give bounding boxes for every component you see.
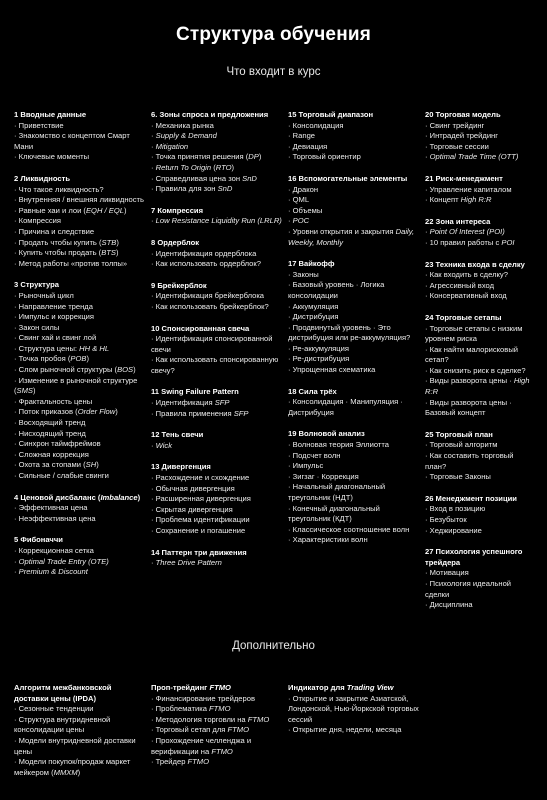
section-title: 20 Торговая модель <box>425 110 501 119</box>
page-title: Структура обучения <box>175 24 372 45</box>
topic-item: · Сохранение и погашение <box>151 526 282 537</box>
topic-item: · Premium & Discount <box>14 567 145 578</box>
topic-item: · Как снизить риск в сделке? <box>425 366 533 377</box>
topic-item: · Свинг трейдинг <box>425 121 533 132</box>
course-section <box>151 548 282 569</box>
topic-item: · Эффективная цена <box>14 503 145 514</box>
course-section <box>14 280 145 481</box>
topic-item: · Начальный диагональный треугольник (НДТ) <box>288 482 419 503</box>
topic-item: · Структура цены: HH & HL <box>14 344 145 355</box>
course-section <box>151 206 282 227</box>
topic-item: · Three Drive Pattern <box>151 558 282 569</box>
topic-item: · Сложная коррекция <box>14 450 145 461</box>
course-section <box>151 430 282 451</box>
topic-item: · Методология торговли на FTMO <box>151 715 282 726</box>
topic-item: · Продвинутый уровень · Это дистрибуция или ре-аккумуляция? <box>288 323 419 344</box>
topic-item: · Торговый ориентир <box>288 152 419 163</box>
topic-item: · Виды разворота цены · Базовый концепт <box>425 398 533 419</box>
topic-item: · Механика рынка <box>151 121 282 132</box>
topic-item: · Интрадей трейдинг <box>425 131 533 142</box>
topic-item: · Идентификация ордерблока <box>151 249 282 260</box>
course-section <box>425 217 533 249</box>
topic-item: · Mitigation <box>151 142 282 153</box>
topic-item: · Проблема идентификации <box>151 515 282 526</box>
topic-item: · Виды разворота цены · High R:R <box>425 376 533 397</box>
topic-item: · Модели покупок/продаж маркет мейкером (MMXM) <box>14 757 145 778</box>
topic-item: · Точка принятия решения (DP) <box>151 152 282 163</box>
course-section <box>288 429 419 546</box>
topic-item: · Как использовать спонсированную свечу? <box>151 355 282 376</box>
section-title: Индикатор для Trading View <box>288 683 394 692</box>
section-title: 4 Ценовой дисбаланс (Imbalance) <box>14 492 141 502</box>
topic-item: · Wick <box>151 441 282 452</box>
topic-item: · Консолидация · Манипуляция · Дистрибуция <box>288 397 419 418</box>
topic-item: · Мотивация <box>425 568 533 579</box>
topic-item: · Причина и следствие <box>14 227 145 238</box>
topic-item: · Открытие и закрытие Азиатской, Лондонской, Нью-Йоркской торговых сессий <box>288 694 419 726</box>
topic-item: · Метод работы «против толпы» <box>14 259 145 270</box>
topic-item: · Правила для зон SnD <box>151 184 282 195</box>
topic-item: · Справедливая цена зон SnD <box>151 174 282 185</box>
section-title: 22 Зона интереса <box>425 216 491 226</box>
course-section <box>151 462 282 536</box>
topic-item: · Волновая теория Эллиотта <box>288 440 419 451</box>
course-section <box>288 387 419 419</box>
topic-item: · Направление тренда <box>14 302 145 313</box>
extra-title: Дополнительно <box>232 640 315 652</box>
topic-item: · Прохождение челленджа и верификации на FTMO <box>151 736 282 757</box>
course-section <box>425 174 533 206</box>
topic-item: · Знакомство с концептом Смарт Мани <box>14 131 145 152</box>
topic-item: · Торговые Законы <box>425 472 533 483</box>
topic-item: · Характеристики волн <box>288 535 419 546</box>
section-title: Проп-трейдинг FTMO <box>151 683 231 692</box>
extra-grid <box>14 683 539 789</box>
topic-item: · Базовый уровень · Логика консолидации <box>288 280 419 301</box>
topic-item: · Управление капиталом <box>425 185 533 196</box>
topic-item: · Точка пробоя (POB) <box>14 354 145 365</box>
course-section <box>288 174 419 248</box>
topic-item: · Как входить в сделку? <box>425 270 533 281</box>
section-title: 14 Паттерн три движения <box>151 547 247 557</box>
topic-item: · Расширенная дивергенция <box>151 494 282 505</box>
section-title: 18 Сила трёх <box>288 386 337 396</box>
section-title: 9 Брейкерблок <box>151 280 207 290</box>
section-title: 2 Ликвидность <box>14 173 71 183</box>
course-section <box>151 281 282 313</box>
section-title: 21 Риск-менеджмент <box>425 173 503 183</box>
section-title: 10 Спонсированная свеча <box>151 323 250 333</box>
topic-item: · Торговый алгоритм <box>425 440 533 451</box>
topic-item: · Классическое соотношение волн <box>288 525 419 536</box>
course-section <box>151 683 282 768</box>
topic-item: · Безубыток <box>425 515 533 526</box>
section-title: 24 Торговые сетапы <box>425 312 502 322</box>
topic-item: · Фрактальность цены <box>14 397 145 408</box>
topic-item: · Консервативный вход <box>425 291 533 302</box>
topic-item: · Открытие дня, недели, месяца <box>288 725 419 736</box>
topic-item: · Supply & Demand <box>151 131 282 142</box>
section-title: Алгоритм межбанковской доставки цены (IPDA) <box>14 683 112 703</box>
topic-item: · Дракон <box>288 185 419 196</box>
topic-item: · Обычная дивергенция <box>151 484 282 495</box>
course-column <box>14 110 151 622</box>
topic-item: · Трейдер FTMO <box>151 757 282 768</box>
topic-item: · Проблематика FTMO <box>151 704 282 715</box>
topic-item: · Optimal Trade Time (OTT) <box>425 152 533 163</box>
topic-item: · Ключевые моменты <box>14 152 145 163</box>
section-title: 11 Swing Failure Pattern <box>151 387 239 397</box>
topic-item: · Расхождение и схождение <box>151 473 282 484</box>
topic-item: · Поток приказов (Order Flow) <box>14 407 145 418</box>
course-column <box>151 110 288 622</box>
topic-item: · Правила применения SFP <box>151 409 282 420</box>
topic-item: · Ре-дистрибуция <box>288 354 419 365</box>
section-title: 23 Техника входа в сделку <box>425 259 525 269</box>
topic-item: · Законы <box>288 270 419 281</box>
topic-item: · Охота за стопами (SH) <box>14 460 145 471</box>
course-section <box>288 259 419 376</box>
course-section <box>151 238 282 270</box>
topic-item: · Сезонные тенденции <box>14 704 145 715</box>
topic-item: · Упрощенная схематика <box>288 365 419 376</box>
topic-item: · Идентификация брейкерблока <box>151 291 282 302</box>
topic-item: · Торговый сетап для FTMO <box>151 725 282 736</box>
topic-item: · Объемы <box>288 206 419 217</box>
section-title: 16 Вспомогательные элементы <box>288 173 408 183</box>
course-column <box>151 683 288 789</box>
course-section <box>425 313 533 419</box>
topic-item: · Идентификация SFP <box>151 398 282 409</box>
course-section <box>151 324 282 377</box>
section-title: 3 Структура <box>14 280 59 290</box>
course-section <box>425 547 533 611</box>
curriculum-grid <box>14 110 539 622</box>
course-section <box>14 535 145 577</box>
course-section <box>288 683 419 736</box>
topic-item: · 10 правил работы с POI <box>425 238 533 249</box>
topic-item: · Восходящий тренд <box>14 418 145 429</box>
topic-item: · Аккумуляция <box>288 302 419 313</box>
topic-item: · Как составить торговый план? <box>425 451 533 472</box>
topic-item: · Слом рыночной структуры (BOS) <box>14 365 145 376</box>
topic-item: · QML <box>288 195 419 206</box>
topic-item: · Ре-аккумуляция <box>288 344 419 355</box>
course-section <box>425 110 533 163</box>
topic-item: · Вход в позицию <box>425 504 533 515</box>
topic-item: · Скрытая дивергенция <box>151 505 282 516</box>
course-column <box>425 110 539 622</box>
topic-item: · Что такое ликвидность? <box>14 185 145 196</box>
section-title: 13 Дивергенция <box>151 462 211 472</box>
topic-item: · Синхрон таймфреймов <box>14 439 145 450</box>
topic-item: · Торговые сессии <box>425 142 533 153</box>
topic-item: · Дистрибуция <box>288 312 419 323</box>
topic-item: · Уровни открытия и закрытия Daily, Weekly, Monthly <box>288 227 419 248</box>
topic-item: · Как использовать брейкерблок? <box>151 302 282 313</box>
course-section <box>14 683 145 778</box>
topic-item: · Концепт High R:R <box>425 195 533 206</box>
topic-item: · Структура внутридневной консолидации цены <box>14 715 145 736</box>
topic-item: · Торговые сетапы с низким уровнем риска <box>425 324 533 345</box>
section-title: 26 Менеджмент позиции <box>425 493 517 503</box>
topic-item: · Модели внутридневной доставки цены <box>14 736 145 757</box>
topic-item: · Point Of Interest (POI) <box>425 227 533 238</box>
course-subtitle: Что входит в курс <box>226 66 321 78</box>
course-section <box>425 494 533 536</box>
course-section <box>151 110 282 195</box>
course-section <box>14 110 145 163</box>
topic-item: · Коррекционная сетка <box>14 546 145 557</box>
course-section <box>425 260 533 302</box>
section-title: 1 Вводные данные <box>14 110 87 119</box>
topic-item: · Нисходящий тренд <box>14 429 145 440</box>
topic-item: · Optimal Trade Entry (OTE) <box>14 557 145 568</box>
topic-item: · Low Resistance Liquidity Run (LRLR) <box>151 216 282 227</box>
topic-item: · Неэффективная цена <box>14 514 145 525</box>
topic-item: · Купить чтобы продать (BTS) <box>14 248 145 259</box>
topic-item: · Девиация <box>288 142 419 153</box>
topic-item: · Импульс <box>288 461 419 472</box>
course-section <box>14 174 145 269</box>
topic-item: · Как найти малорисковый сетап? <box>425 345 533 366</box>
section-title: 12 Тень свечи <box>151 430 204 440</box>
topic-item: · Равные хаи и лои (EQH / EQL) <box>14 206 145 217</box>
topic-item: · Консолидация <box>288 121 419 132</box>
topic-item: · Изменение в рыночной структуре (SMS) <box>14 376 145 397</box>
section-title: 15 Торговый диапазон <box>288 110 374 119</box>
topic-item: · Return To Origin (RTO) <box>151 163 282 174</box>
topic-item: · Сильные / слабые свинги <box>14 471 145 482</box>
topic-item: · Конечный диагональный треугольник (КДТ) <box>288 504 419 525</box>
course-column <box>14 683 151 789</box>
topic-item: · Хеджирование <box>425 526 533 537</box>
topic-item: · POC <box>288 216 419 227</box>
course-section <box>425 430 533 483</box>
topic-item: · Зигзаг · Коррекция <box>288 472 419 483</box>
topic-item: · Дисциплина <box>425 600 533 611</box>
course-column <box>425 683 539 789</box>
section-title: 25 Торговый план <box>425 429 493 439</box>
topic-item: · Импульс и коррекция <box>14 312 145 323</box>
section-title: 8 Ордерблок <box>151 237 200 247</box>
topic-item: · Компрессия <box>14 216 145 227</box>
topic-item: · Как использовать ордерблок? <box>151 259 282 270</box>
topic-item: · Свинг хай и свинг лой <box>14 333 145 344</box>
course-section <box>288 110 419 163</box>
course-column <box>288 110 425 622</box>
course-section <box>14 493 145 525</box>
topic-item: · Идентификация спонсированной свечи <box>151 334 282 355</box>
topic-item: · Продать чтобы купить (STB) <box>14 238 145 249</box>
topic-item: · Психология идеальной сделки <box>425 579 533 600</box>
topic-item: · Агрессивный вход <box>425 281 533 292</box>
section-title: 7 Компрессия <box>151 205 204 215</box>
topic-item: · Закон силы <box>14 323 145 334</box>
section-title: 6. Зоны спроса и предложения <box>151 110 269 119</box>
topic-item: · Внутренняя / внешняя ликвидность <box>14 195 145 206</box>
topic-item: · Range <box>288 131 419 142</box>
topic-item: · Подсчет волн <box>288 451 419 462</box>
course-column <box>288 683 425 789</box>
topic-item: · Приветствие <box>14 121 145 132</box>
section-title: 27 Психология успешного трейдера <box>425 547 523 567</box>
course-section <box>151 387 282 419</box>
topic-item: · Финансирование трейдеров <box>151 694 282 705</box>
section-title: 19 Волновой анализ <box>288 429 365 439</box>
section-title: 5 Фибоначчи <box>14 535 63 545</box>
section-title: 17 Вайкофф <box>288 259 335 269</box>
topic-item: · Рыночный цикл <box>14 291 145 302</box>
